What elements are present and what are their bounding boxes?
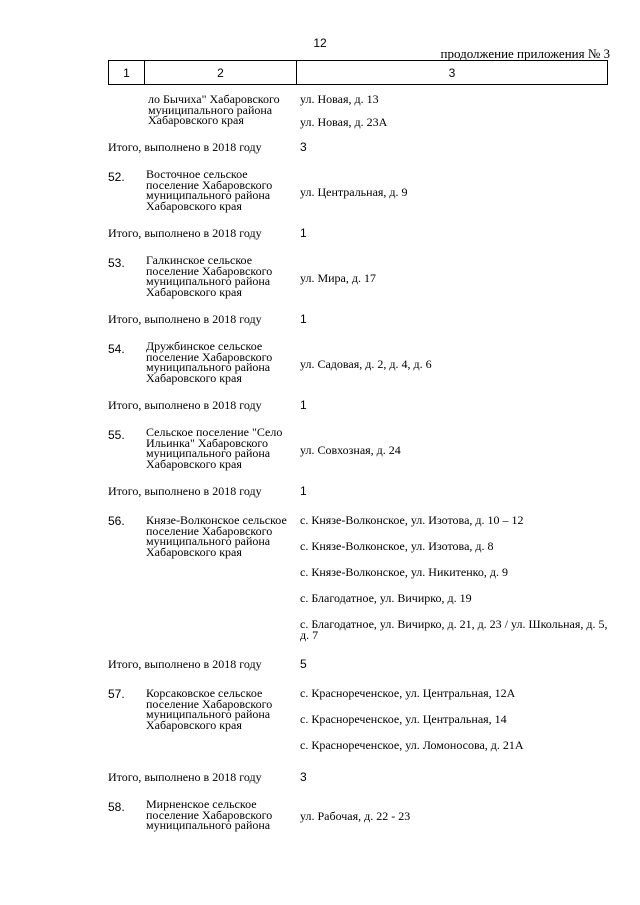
settlement-name: Восточное сельское поселение Хабаровского муниципального района Хабаровского края bbox=[146, 167, 273, 213]
address-item: с. Краснореченское, ул. Ломоносова, д. 21А bbox=[300, 738, 524, 752]
total-value: 1 bbox=[300, 398, 307, 412]
total-value: 3 bbox=[300, 770, 307, 784]
row-number bbox=[108, 92, 146, 140]
table-row bbox=[108, 513, 608, 657]
address-item: с. Краснореченское, ул. Центральная, 14 bbox=[300, 712, 507, 726]
table-row bbox=[108, 169, 608, 226]
address-item: ул. Мира, д. 17 bbox=[300, 271, 376, 285]
table-row bbox=[108, 427, 608, 484]
table-row bbox=[108, 341, 608, 398]
address-item: с. Краснореченское, ул. Центральная, 12А bbox=[300, 686, 516, 700]
table-row bbox=[108, 799, 608, 845]
address-item: ул. Новая, д. 13 bbox=[300, 92, 379, 106]
total-label: Итого, выполнено в 2018 году bbox=[108, 226, 262, 240]
total-label: Итого, выполнено в 2018 году bbox=[108, 312, 262, 326]
total-value: 1 bbox=[300, 226, 307, 240]
address-item: с. Благодатное, ул. Вичирко, д. 19 bbox=[300, 591, 472, 605]
total-label: Итого, выполнено в 2018 году bbox=[108, 657, 262, 671]
address-item: ул. Центральная, д. 9 bbox=[300, 185, 408, 199]
settlement-name: Князе-Волконское сельское поселение Хабаровского муниципального района Хабаровского края bbox=[146, 513, 287, 559]
row-number: 57. bbox=[108, 687, 125, 701]
total-value: 3 bbox=[300, 140, 307, 154]
row-number: 56. bbox=[108, 514, 125, 528]
address-list bbox=[298, 686, 608, 770]
total-label: Итого, выполнено в 2018 году bbox=[108, 140, 262, 154]
table-body bbox=[108, 92, 608, 845]
table-header bbox=[108, 60, 608, 85]
total-label: Итого, выполнено в 2018 году bbox=[108, 484, 262, 498]
address-list bbox=[298, 92, 608, 140]
total-row bbox=[108, 770, 608, 795]
settlement-name: ло Бычиха" Хабаровского муниципального района Хабаровского края bbox=[148, 92, 280, 127]
table-row bbox=[108, 686, 608, 770]
total-value: 1 bbox=[300, 484, 307, 498]
settlement-name: Мирненское сельское поселение Хабаровского муниципального района bbox=[146, 797, 273, 832]
row-number: 58. bbox=[108, 800, 125, 814]
settlement-name: Сельское поселение "Село Ильинка" Хабаровского муниципального района Хабаровского края bbox=[146, 425, 283, 471]
address-item: с. Князе-Волконское, ул. Изотова, д. 8 bbox=[300, 539, 494, 553]
row-number: 52. bbox=[108, 170, 125, 184]
total-label: Итого, выполнено в 2018 году bbox=[108, 398, 262, 412]
total-row bbox=[108, 226, 608, 251]
row-number: 54. bbox=[108, 342, 125, 356]
header-col-1: 1 bbox=[109, 61, 145, 84]
row-number: 55. bbox=[108, 428, 125, 442]
page-number: 12 bbox=[313, 36, 327, 50]
settlement-name: Галкинское сельское поселение Хабаровского муниципального района Хабаровского края bbox=[146, 253, 273, 299]
address-list bbox=[298, 169, 608, 226]
total-row bbox=[108, 484, 608, 509]
address-item: с. Благодатное, ул. Вичирко, д. 21, д. 23 / ул. Школьная, д. 5, д. 7 bbox=[300, 617, 608, 642]
table-row bbox=[108, 92, 608, 140]
header-col-2: 2 bbox=[145, 61, 297, 84]
address-list bbox=[298, 513, 608, 657]
address-list bbox=[298, 799, 608, 845]
total-value: 1 bbox=[300, 312, 307, 326]
address-item: ул. Новая, д. 23А bbox=[300, 115, 388, 129]
table-row bbox=[108, 255, 608, 312]
address-item: с. Князе-Волконское, ул. Никитенко, д. 9 bbox=[300, 565, 508, 579]
continuation-label: продолжение приложения № 3 bbox=[440, 46, 610, 61]
settlement-name: Корсаковское сельское поселение Хабаровского муниципального района Хабаровского края bbox=[146, 686, 273, 732]
address-item: ул. Рабочая, д. 22 - 23 bbox=[300, 809, 411, 823]
total-row bbox=[108, 140, 608, 165]
address-item: с. Князе-Волконское, ул. Изотова, д. 10 – 12 bbox=[300, 513, 524, 527]
address-list bbox=[298, 255, 608, 312]
address-list bbox=[298, 341, 608, 398]
settlement-name: Дружбинское сельское поселение Хабаровского муниципального района Хабаровского края bbox=[146, 339, 273, 385]
total-row bbox=[108, 312, 608, 337]
header-col-3: 3 bbox=[448, 65, 456, 80]
row-number: 53. bbox=[108, 256, 125, 270]
address-item: ул. Садовая, д. 2, д. 4, д. 6 bbox=[300, 357, 432, 371]
total-row bbox=[108, 398, 608, 423]
total-row bbox=[108, 657, 608, 682]
total-label: Итого, выполнено в 2018 году bbox=[108, 770, 262, 784]
address-item: ул. Совхозная, д. 24 bbox=[300, 443, 401, 457]
total-value: 5 bbox=[300, 657, 307, 671]
address-list bbox=[298, 427, 608, 484]
